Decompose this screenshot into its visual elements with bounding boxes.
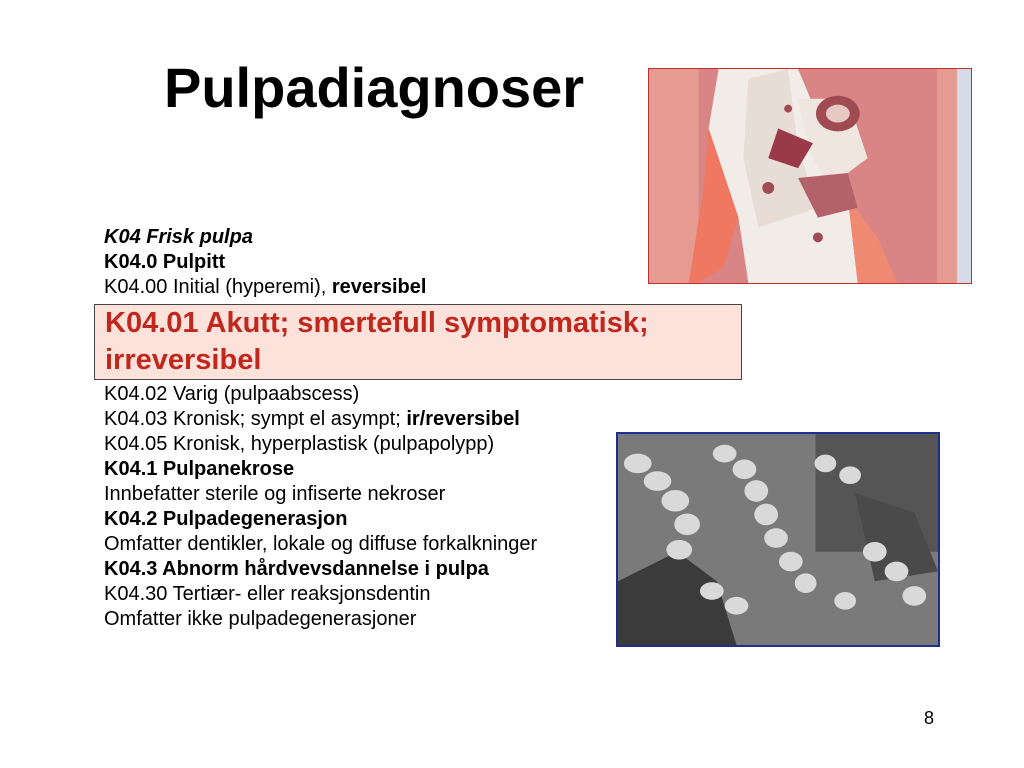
list-item-k04-2-note: Omfatter dentikler, lokale og diffuse forkalkninger [104,533,538,555]
highlight-line-1: K04.01 Akutt; smertefull symptomatisk; [105,307,649,339]
diagnosis-list [104,225,752,632]
highlight-line-2: irreversibel [105,344,262,376]
list-item-k04-30: K04.30 Tertiær- eller reaksjonsdentin [104,583,431,605]
list-item-k04: K04 Frisk pulpa [104,226,253,248]
list-item-text: K04.00 Initial (hyperemi), [104,276,332,298]
list-item-k04-1: K04.1 Pulpanekrose [104,458,295,480]
highlighted-diagnosis [94,304,742,380]
slide-title: Pulpadiagnoser [164,56,585,119]
list-item-k04-03 [104,407,752,432]
list-item-text: K04.03 Kronisk; sympt el asympt; [104,408,407,430]
list-item-emphasis: reversibel [331,276,427,298]
list-item-k04-1-note: Innbefatter sterile og infiserte nekroser [104,483,446,505]
list-item-k04-30-note: Omfatter ikke pulpadegenerasjoner [104,608,417,630]
list-item-k04-2: K04.2 Pulpadegenerasjon [104,508,348,530]
list-item-k04-05: K04.05 Kronisk, hyperplastisk (pulpapolypp) [104,433,495,455]
page-number: 8 [924,708,935,728]
list-item-k04-02: K04.02 Varig (pulpaabscess) [104,383,360,405]
list-item-k04-3: K04.3 Abnorm hårdvevsdannelse i pulpa [104,558,489,580]
list-item-k04-00 [104,275,752,300]
list-item-emphasis: ir/reversibel [406,408,520,430]
list-item-k04-0: K04.0 Pulpitt [104,251,226,273]
